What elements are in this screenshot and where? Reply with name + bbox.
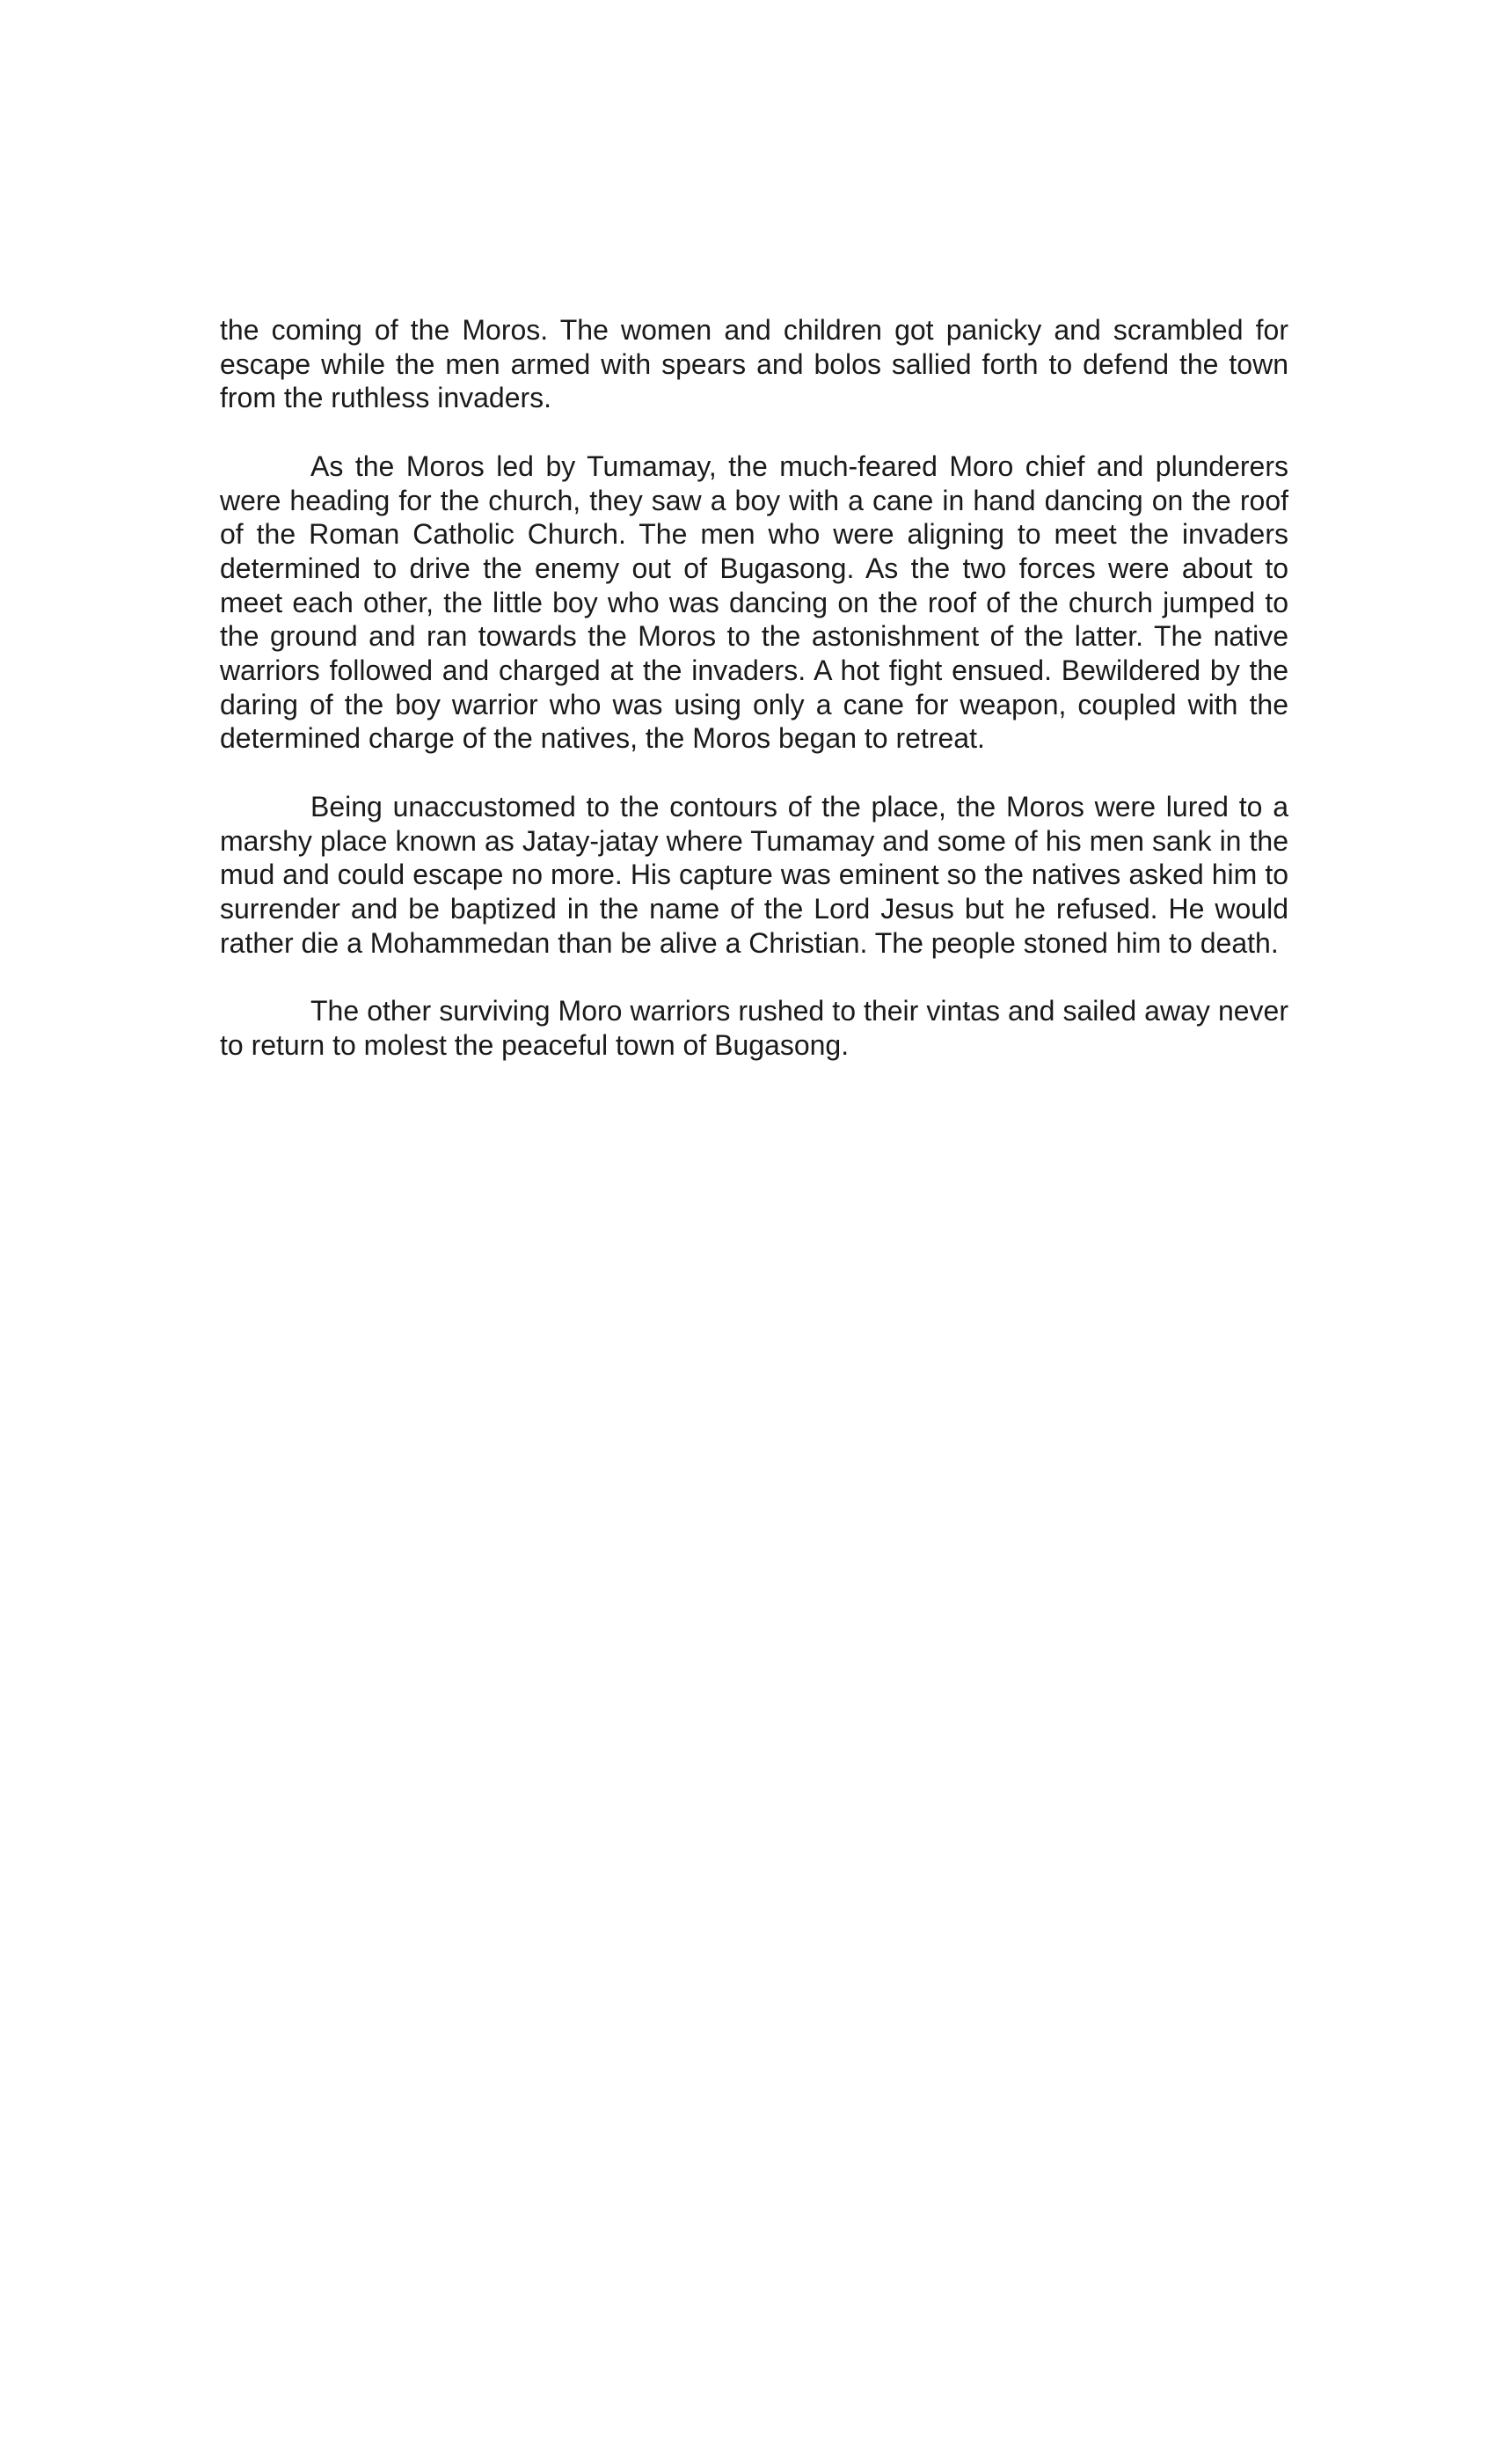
paragraph-4: The other surviving Moro warriors rushed to their vintas and sailed away never to return to molest the peaceful town of Bugasong.: [220, 995, 1288, 1061]
paragraph-1: the coming of the Moros. The women and children got panicky and scrambled for escape while the men armed with spears and bolos sallied forth to defend the town from the ruthless invaders.: [220, 314, 1288, 414]
body-text: [220, 313, 1288, 1096]
paragraph-3: Being unaccustomed to the contours of the place, the Moros were lured to a marshy place known as Jatay-jatay where Tumamay and some of his men sank in the mud and could escape no more. His capture was eminent so the natives asked him to surrender and be baptized in the name of the Lord Jesus but he refused. He would rather die a Mohammedan than be alive a Christian. The people stoned him to death.: [220, 790, 1288, 959]
paragraph-2: As the Moros led by Tumamay, the much-feared Moro chief and plunderers were heading for the church, they saw a boy with a cane in hand dancing on the roof of the Roman Catholic Church. The men who were aligning to meet the invaders determined to drive the enemy out of Bugasong. As the two forces were about to meet each other, the little boy who was dancing on the roof of the church jumped to the ground and ran towards the Moros to the astonishment of the latter. The native warriors followed and charged at the invaders. A hot fight ensued. Bewildered by the daring of the boy warrior who was using only a cane for weapon, coupled with the determined charge of the natives, the Moros began to retreat.: [220, 450, 1288, 755]
